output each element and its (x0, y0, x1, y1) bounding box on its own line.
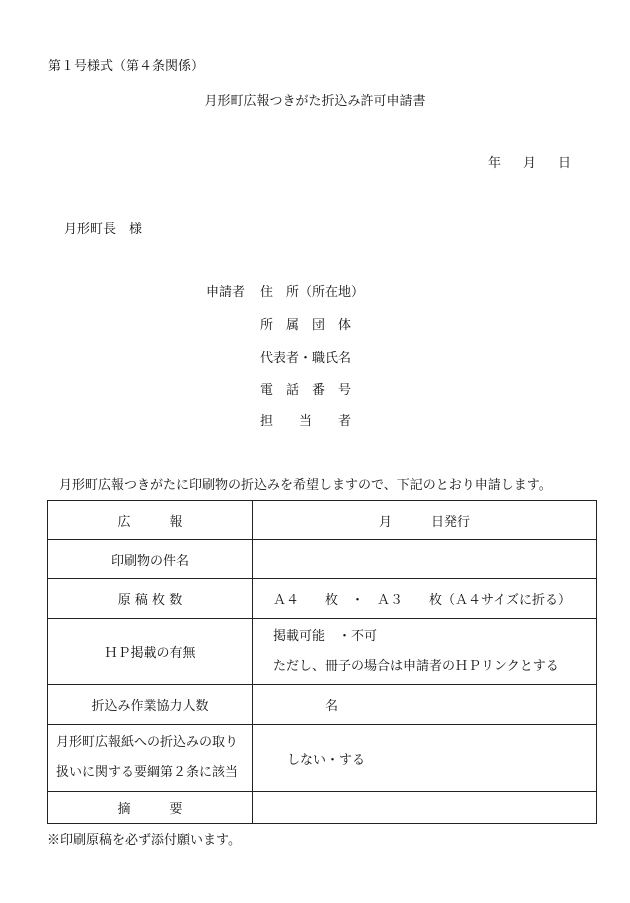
hp-posting-note: ただし、冊子の場合は申請者のＨＰリンクとする (273, 658, 559, 674)
application-table (47, 500, 597, 824)
table-row (48, 579, 597, 619)
date-month: 月 (523, 156, 537, 171)
applicant-representative-label: 代表者・職氏名 (260, 351, 352, 366)
date-year: 年 (488, 156, 502, 171)
row-value-hp-posting[interactable] (253, 619, 597, 685)
row-label-remarks: 摘 要 (48, 792, 253, 824)
intro-text: 月形町広報つきがたに印刷物の折込みを希望しますので、下記のとおり申請します。 (59, 478, 552, 493)
row-value-remarks[interactable] (253, 792, 597, 824)
row-value-issue-date[interactable]: 月 日発行 (253, 501, 597, 540)
row-label-hp-posting: ＨＰ掲載の有無 (48, 619, 253, 685)
date-line (488, 152, 571, 171)
applicant-prefix: 申請者 (206, 285, 246, 300)
form-number: 第１号様式（第４条関係） (48, 59, 205, 74)
table-row (48, 501, 597, 540)
row-value-subject[interactable] (253, 540, 597, 579)
row-label-helpers: 折込み作業協力人数 (48, 685, 253, 725)
table-row (48, 685, 597, 725)
document-title: 月形町広報つきがた折込み許可申請書 (204, 94, 426, 109)
row-value-guideline[interactable]: しない・する (253, 725, 597, 792)
table-row (48, 619, 597, 685)
guideline-label-line2: 扱いに関する要綱第２条に該当 (56, 765, 239, 780)
hp-posting-options: 掲載可能 ・不可 (273, 628, 378, 644)
addressee: 月形町長 様 (64, 222, 143, 237)
row-value-helpers[interactable]: 名 (253, 685, 597, 725)
row-label-koho: 広 報 (48, 501, 253, 540)
table-row (48, 540, 597, 579)
guideline-label-line1: 月形町広報紙への折込みの取り (56, 735, 239, 750)
date-day: 日 (558, 156, 572, 171)
row-label-guideline (48, 725, 253, 792)
attachment-note: ※印刷原稿を必ず添付願います。 (47, 833, 241, 848)
applicant-address-label: 住 所（所在地） (260, 285, 365, 300)
applicant-contact-label: 担 当 者 (260, 414, 352, 429)
row-label-subject: 印刷物の件名 (48, 540, 253, 579)
applicant-phone-label: 電 話 番 号 (260, 383, 352, 398)
row-label-page-count: 原 稿 枚 数 (48, 579, 253, 619)
table-row (48, 725, 597, 792)
row-value-page-count[interactable]: Ａ４ 枚 ・ Ａ３ 枚（Ａ４サイズに折る） (253, 579, 597, 619)
applicant-organization-label: 所 属 団 体 (260, 318, 352, 333)
table-row (48, 792, 597, 824)
